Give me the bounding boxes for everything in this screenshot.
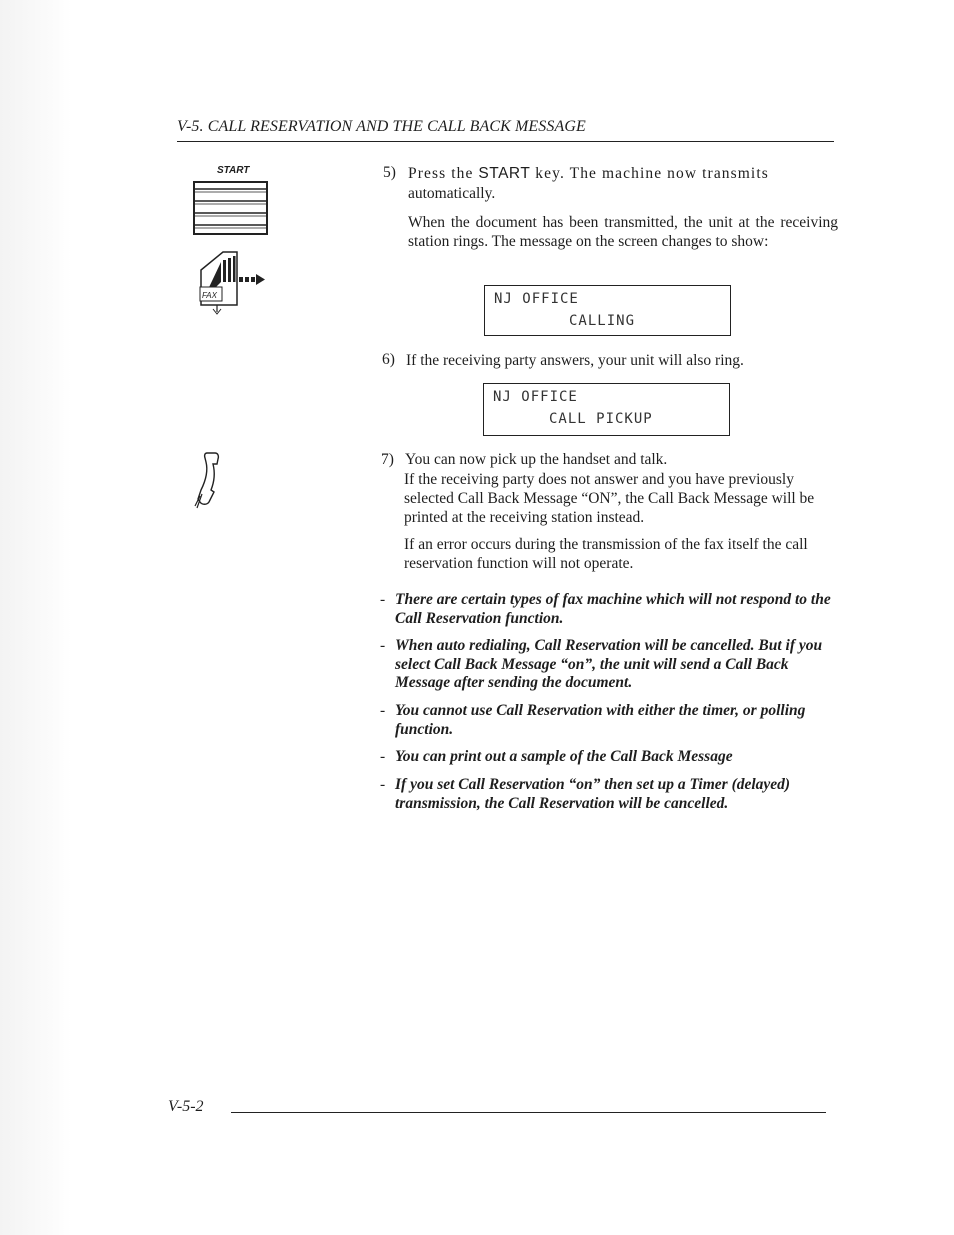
lcd-display-call-pickup [483,383,730,436]
lcd-line2: CALL PICKUP [549,411,653,427]
note-text: If you set Call Reservation “on” then set up a Timer (delayed) transmission, the Call Reservation will be cancelled. [395,776,791,812]
note-text: When auto redialing, Call Reservation will be cancelled. But if you select Call Back Message “on”, the unit will send a Call Back Message after sending the document. [395,637,823,691]
start-key-name: START [478,165,531,182]
note-dash: - [380,702,386,719]
step7-paragraph1: If the receiving party does not answer and you have previously selected Call Back Message “ON”, the Call Back Message will be printed at the receiving station instead. [404,471,815,526]
scan-edge-shading [0,0,72,1235]
note-dash: - [380,591,386,608]
note-text: You cannot use Call Reservation with either the timer, or polling function. [395,702,806,738]
note-dash: - [380,748,386,765]
note-dash: - [380,776,386,793]
step-number: 6) [382,351,395,368]
step5-text-suffix: key. The machine now transmits [530,165,769,182]
step7-line1: You can now pick up the handset and talk. [405,451,668,468]
step-number: 7) [381,451,394,468]
start-key-icon [193,181,269,241]
lcd-line1: NJ OFFICE [493,389,578,405]
step7-paragraph2: If an error occurs during the transmission of the fax itself the call reservation function will not operate. [404,536,808,572]
step-number: 5) [383,164,396,181]
step5-paragraph: When the document has been transmitted, the unit at the receiving station rings. The message on the screen changes to show: [408,214,838,250]
note-item [380,591,835,628]
note-text: You can print out a sample of the Call Back Message [395,748,733,765]
note-item [380,748,835,767]
fax-document-feed-icon [193,250,278,321]
note-item [380,637,835,693]
note-item [380,702,835,739]
step5-text-prefix: Press the [408,165,479,182]
page-title: V-5. CALL RESERVATION AND THE CALL BACK MESSAGE [177,118,586,135]
lcd-line1: NJ OFFICE [494,291,579,307]
page-number: V-5-2 [168,1098,204,1115]
note-dash: - [380,637,386,654]
fax-label: FAX [202,291,217,300]
lcd-display-calling [484,285,731,336]
step5-line2: automatically. [408,185,496,202]
note-item [380,776,835,813]
note-text: There are certain types of fax machine which will not respond to the Call Reservation function. [395,591,831,627]
footer-rule [231,1112,826,1113]
step5-line1 [408,164,838,183]
start-key-label: START [217,165,250,176]
lcd-line2: CALLING [569,313,636,329]
header-rule [177,141,834,142]
handset-icon [193,450,233,517]
step6-text: If the receiving party answers, your unit will also ring. [406,352,744,369]
